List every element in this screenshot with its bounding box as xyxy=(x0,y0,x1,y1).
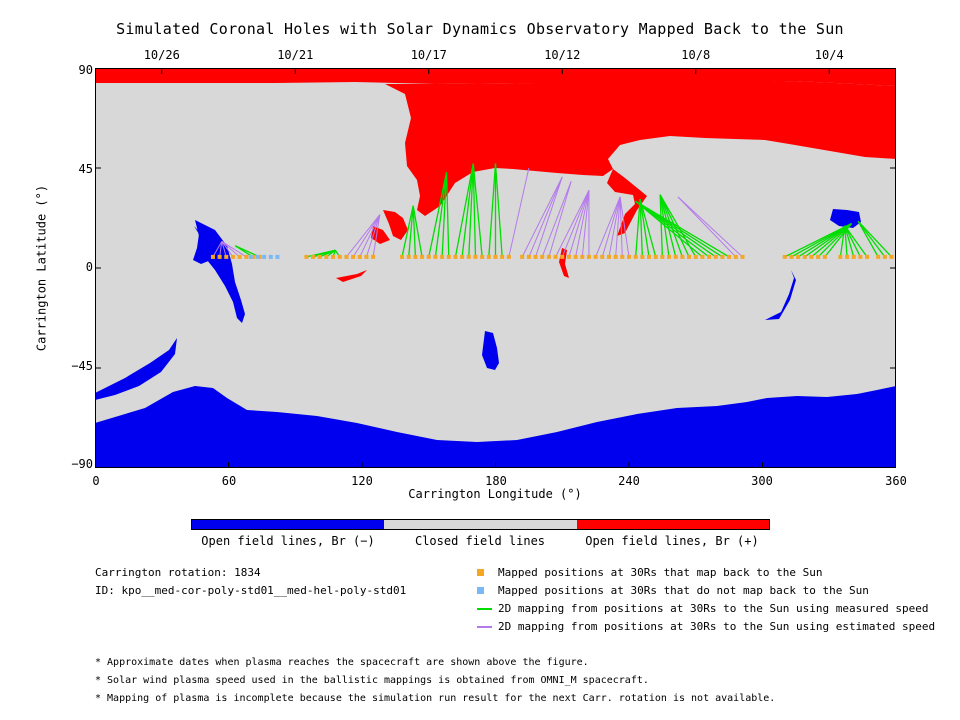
mapped-position-marker xyxy=(803,255,807,259)
mapped-position-marker xyxy=(218,255,222,259)
mapped-position-marker xyxy=(351,255,355,259)
mapped-position-marker xyxy=(607,255,611,259)
footnote: * Solar wind plasma speed used in the ballistic mappings is obtained from OMNI_M spacecraft. xyxy=(95,675,649,686)
coronal-hole-map xyxy=(95,68,896,468)
simulation-id: ID: kpo__med-cor-poly-std01__med-hel-poly-std01 xyxy=(95,584,407,597)
y-axis-label: Carrington Latitude (°) xyxy=(34,184,49,352)
figure-title: Simulated Coronal Holes with Solar Dynamics Observatory Mapped Back to the Sun xyxy=(116,20,844,38)
legend-label: Mapped positions at 30Rs that do not map back to the Sun xyxy=(498,584,869,597)
mapped-position-marker xyxy=(667,255,671,259)
colorbar-label-open-positive: Open field lines, Br (+) xyxy=(585,534,759,548)
mapped-position-marker xyxy=(413,255,417,259)
mapped-position-marker xyxy=(224,255,228,259)
mapped-position-marker xyxy=(865,255,869,259)
mapped-position-marker xyxy=(620,255,624,259)
xtick-label: 360 xyxy=(885,474,907,488)
mapped-position-marker xyxy=(600,255,604,259)
mapped-position-marker xyxy=(883,255,887,259)
mapped-position-marker xyxy=(560,255,564,259)
mapped-position-marker xyxy=(876,255,880,259)
xtick-label: 120 xyxy=(351,474,373,488)
mapped-position-marker xyxy=(453,255,457,259)
mapped-position-marker xyxy=(707,255,711,259)
xtick-label: 180 xyxy=(485,474,507,488)
arrival-date-label: 10/21 xyxy=(277,48,314,62)
mapped-position-marker xyxy=(796,255,800,259)
unmapped-position-marker xyxy=(269,255,273,259)
legend-label: 2D mapping from positions at 30Rs to the Sun using estimated speed xyxy=(498,620,936,633)
mapped-position-marker xyxy=(634,255,638,259)
mapped-position-marker xyxy=(520,255,524,259)
mapped-position-marker xyxy=(364,255,368,259)
mapped-position-marker xyxy=(740,255,744,259)
mapped-position-marker xyxy=(547,255,551,259)
mapped-position-marker xyxy=(845,255,849,259)
mapped-position-marker xyxy=(433,255,437,259)
mapped-position-marker xyxy=(660,255,664,259)
mapped-position-marker xyxy=(720,255,724,259)
mapped-position-marker xyxy=(487,255,491,259)
mapped-position-marker xyxy=(304,255,308,259)
mapped-position-marker xyxy=(420,255,424,259)
mapped-position-marker xyxy=(714,255,718,259)
colorbar-open-negative xyxy=(192,520,384,529)
mapped-position-marker xyxy=(727,255,731,259)
xtick-label: 300 xyxy=(751,474,773,488)
mapped-position-marker xyxy=(687,255,691,259)
mapped-position-marker xyxy=(614,255,618,259)
mapped-position-marker xyxy=(467,255,471,259)
legend-swatch-square xyxy=(477,569,484,576)
footnote: * Mapping of plasma is incomplete because the simulation run result for the next Carr. rotation is not available. xyxy=(95,693,776,704)
colorbar xyxy=(191,519,770,530)
mapped-position-marker xyxy=(694,255,698,259)
mapped-position-marker xyxy=(809,255,813,259)
arrival-date-label: 10/17 xyxy=(410,48,447,62)
mapped-position-marker xyxy=(527,255,531,259)
mapped-position-marker xyxy=(473,255,477,259)
mapped-position-marker xyxy=(400,255,404,259)
mapped-position-marker xyxy=(447,255,451,259)
mapped-position-marker xyxy=(674,255,678,259)
ytick-label: −45 xyxy=(71,359,93,373)
mapped-position-marker xyxy=(534,255,538,259)
mapped-position-marker xyxy=(852,255,856,259)
mapped-position-marker xyxy=(440,255,444,259)
footnote: * Approximate dates when plasma reaches the spacecraft are shown above the figure. xyxy=(95,657,589,668)
colorbar-label-closed: Closed field lines xyxy=(414,534,546,548)
mapped-position-marker xyxy=(231,255,235,259)
mapped-position-marker xyxy=(244,255,248,259)
mapped-position-marker xyxy=(344,255,348,259)
colorbar-open-positive xyxy=(577,520,769,529)
mapped-position-marker xyxy=(574,255,578,259)
xtick-label: 240 xyxy=(618,474,640,488)
mapped-position-marker xyxy=(783,255,787,259)
arrival-date-label: 10/26 xyxy=(143,48,180,62)
mapped-position-marker xyxy=(838,255,842,259)
mapped-position-marker xyxy=(238,255,242,259)
mapped-position-marker xyxy=(407,255,411,259)
mapped-position-marker xyxy=(318,255,322,259)
legend-swatch-line xyxy=(477,626,492,628)
unmapped-position-marker xyxy=(255,255,259,259)
legend-label: Mapped positions at 30Rs that map back to the Sun xyxy=(498,566,823,579)
mapped-position-marker xyxy=(816,255,820,259)
mapped-position-marker xyxy=(823,255,827,259)
mapped-position-marker xyxy=(789,255,793,259)
mapped-position-marker xyxy=(324,255,328,259)
mapped-position-marker xyxy=(680,255,684,259)
mapped-position-marker xyxy=(338,255,342,259)
mapped-position-marker xyxy=(594,255,598,259)
mapped-position-marker xyxy=(371,255,375,259)
ytick-label: 90 xyxy=(78,63,93,77)
mapped-position-marker xyxy=(858,255,862,259)
mapped-position-marker xyxy=(311,255,315,259)
mapped-position-marker xyxy=(540,255,544,259)
ytick-label: 45 xyxy=(78,162,93,176)
mapped-position-marker xyxy=(331,255,335,259)
mapped-position-marker xyxy=(627,255,631,259)
x-axis-label: Carrington Longitude (°) xyxy=(408,487,582,501)
unmapped-position-marker xyxy=(249,255,253,259)
mapped-position-marker xyxy=(654,255,658,259)
colorbar-label-open-negative: Open field lines, Br (−) xyxy=(201,534,375,548)
mapped-position-marker xyxy=(587,255,591,259)
ytick-label: 0 xyxy=(85,260,93,274)
mapped-position-marker xyxy=(507,255,511,259)
legend-swatch-line xyxy=(477,608,492,610)
mapped-position-marker xyxy=(640,255,644,259)
mapped-position-marker xyxy=(460,255,464,259)
mapped-position-marker xyxy=(567,255,571,259)
mapped-position-marker xyxy=(211,255,215,259)
mapped-position-marker xyxy=(500,255,504,259)
colorbar-closed xyxy=(384,520,576,529)
legend-label: 2D mapping from positions at 30Rs to the Sun using measured speed xyxy=(498,602,929,615)
arrival-date-label: 10/8 xyxy=(681,48,711,62)
ytick-label: −90 xyxy=(71,457,93,471)
legend-swatch-square xyxy=(477,587,484,594)
mapped-position-marker xyxy=(647,255,651,259)
mapped-position-marker xyxy=(358,255,362,259)
mapped-position-marker xyxy=(890,255,894,259)
mapped-position-marker xyxy=(480,255,484,259)
unmapped-position-marker xyxy=(275,255,279,259)
mapped-position-marker xyxy=(734,255,738,259)
mapped-position-marker xyxy=(700,255,704,259)
xtick-label: 0 xyxy=(92,474,100,488)
xtick-label: 60 xyxy=(221,474,237,488)
arrival-date-label: 10/4 xyxy=(814,48,844,62)
carrington-rotation: Carrington rotation: 1834 xyxy=(95,566,261,579)
mapped-position-marker xyxy=(580,255,584,259)
mapped-position-marker xyxy=(494,255,498,259)
unmapped-position-marker xyxy=(262,255,266,259)
arrival-date-label: 10/12 xyxy=(544,48,581,62)
mapped-position-marker xyxy=(427,255,431,259)
mapped-position-marker xyxy=(554,255,558,259)
